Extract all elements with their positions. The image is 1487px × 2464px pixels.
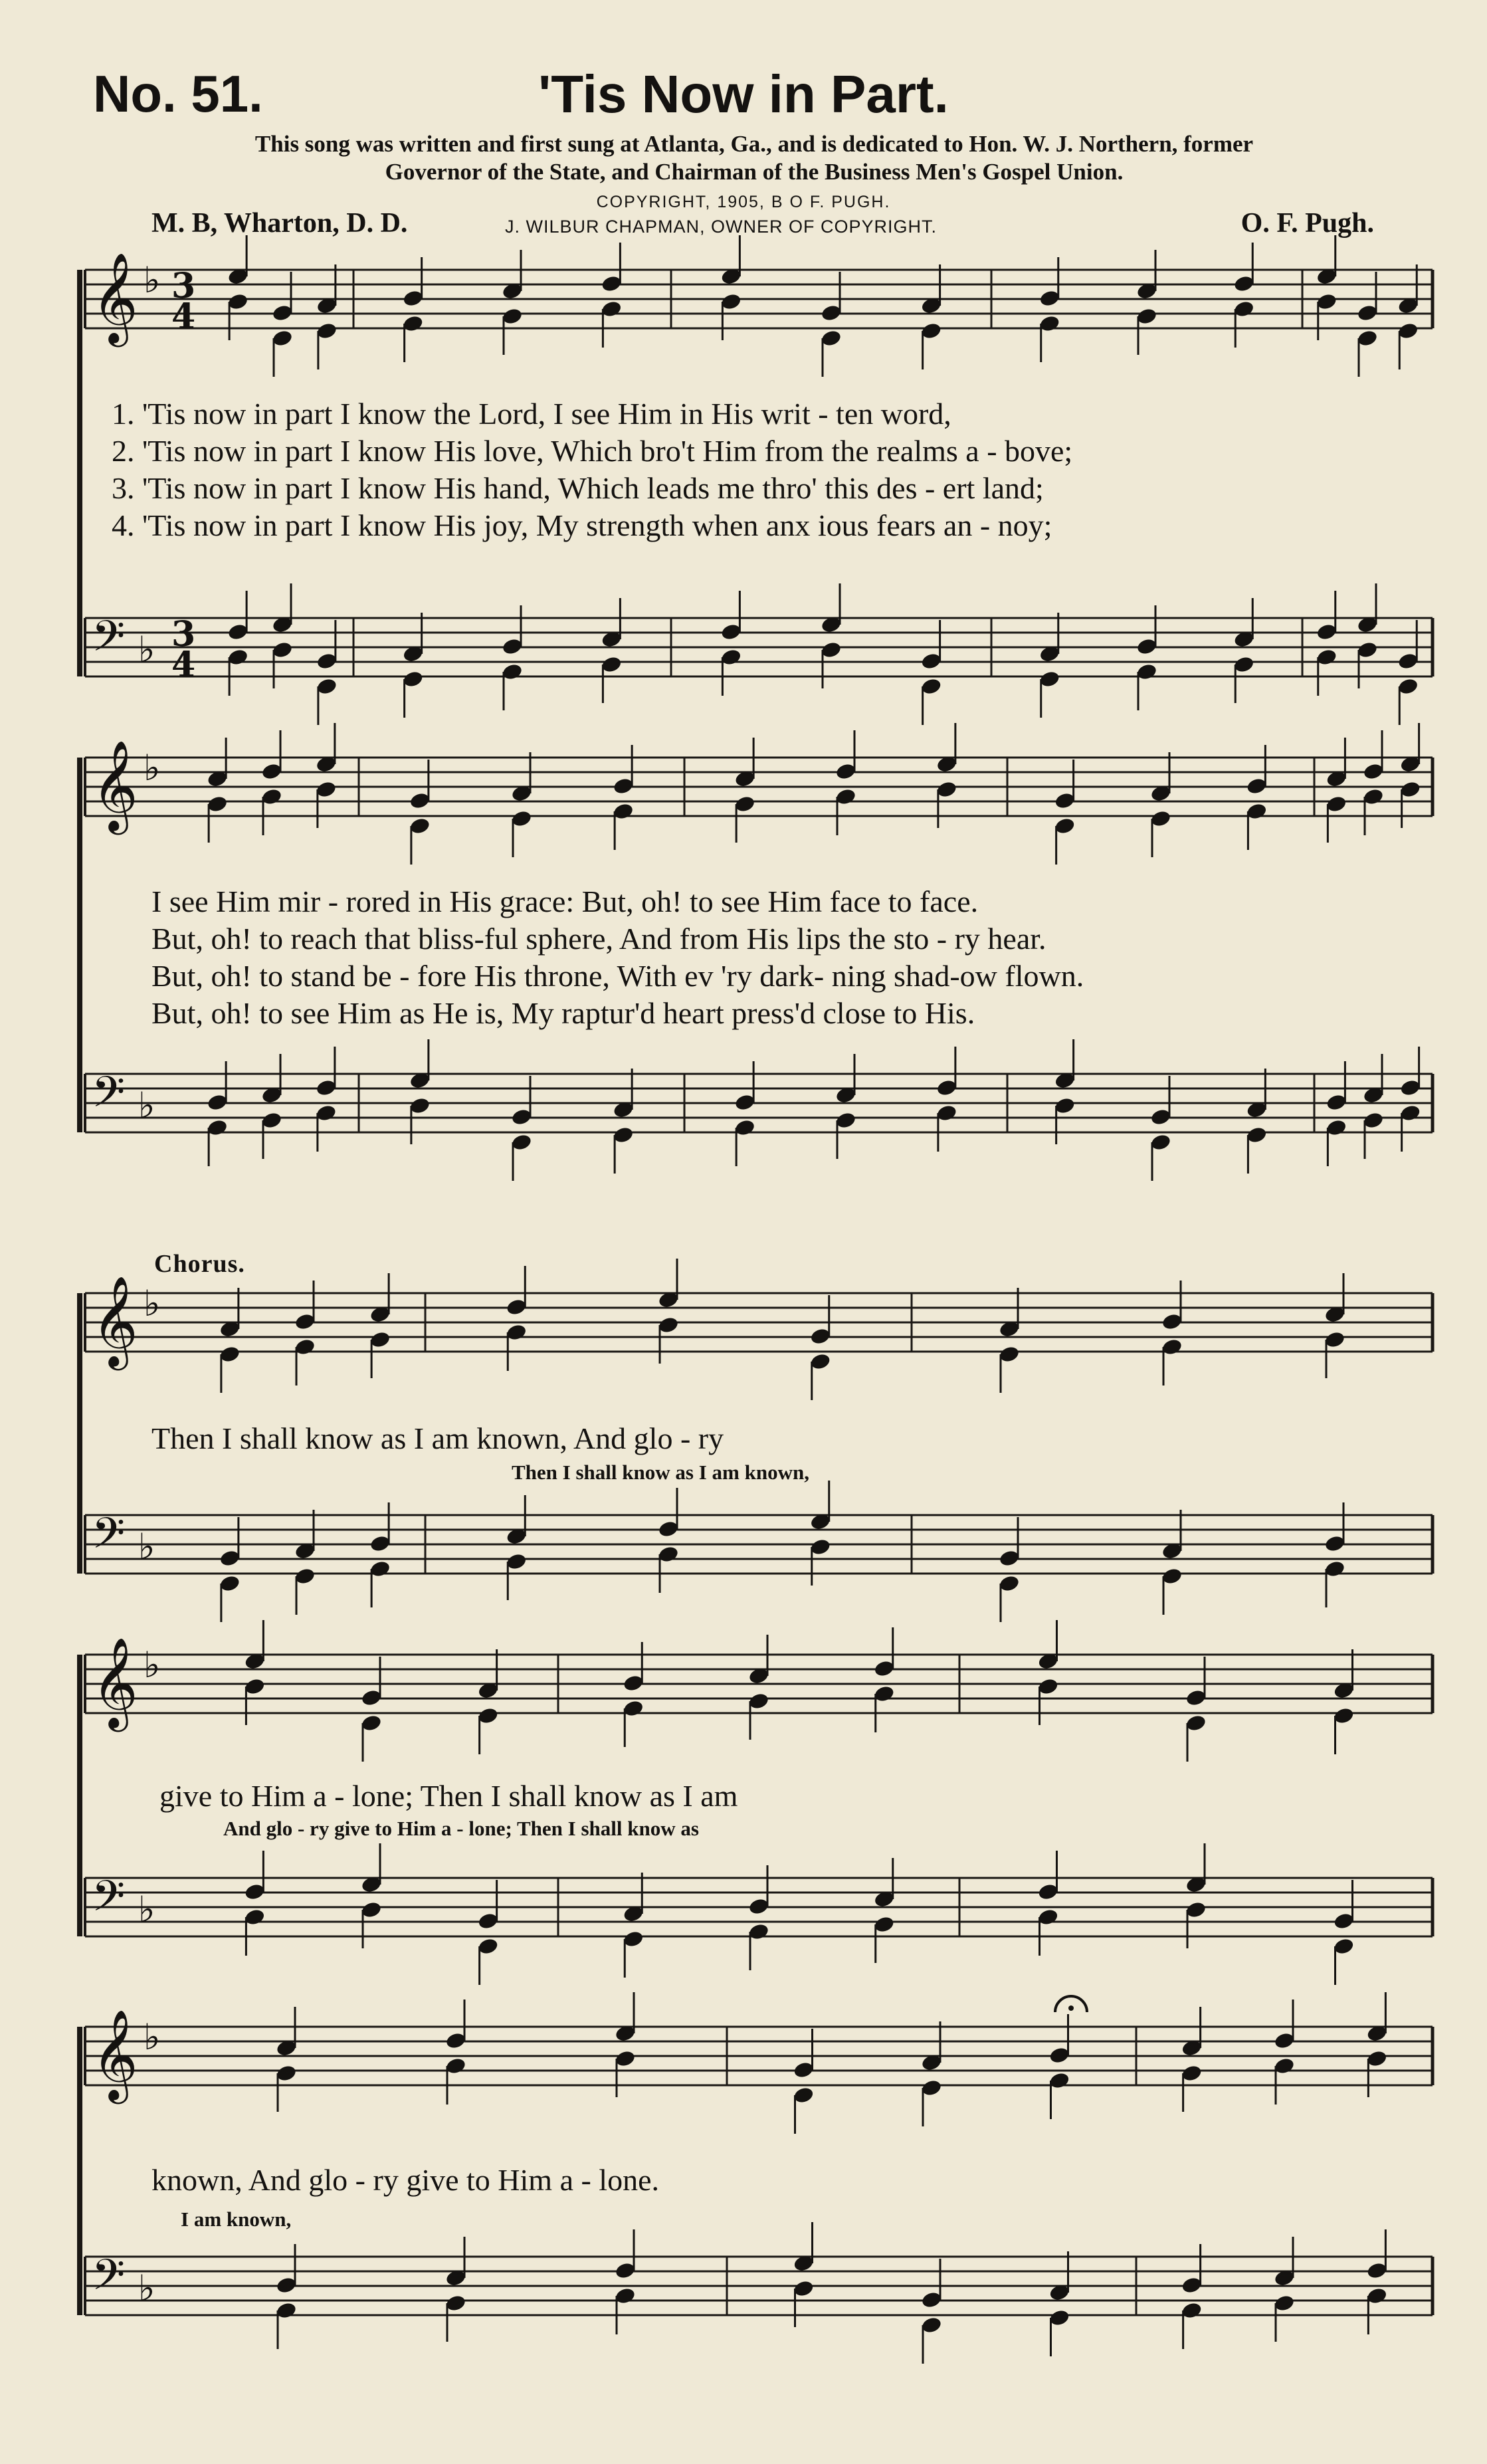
- chorus-line-3: known, And glo - ry give to Him a - lone.: [151, 2163, 660, 2197]
- hymn-title: 'Tis Now in Part.: [538, 64, 949, 124]
- flat-key-signature-icon: ♭: [144, 2016, 161, 2058]
- flat-key-signature-icon: ♭: [138, 1526, 155, 1568]
- treble-clef-icon: 𝄞: [92, 739, 138, 831]
- fermata-dot: [1068, 2005, 1074, 2011]
- verse-1-line-2: I see Him mir - rored in His grace: But, oh! to see Him face to face.: [151, 884, 979, 918]
- treble-clef-icon: 𝄞: [92, 1636, 138, 1728]
- bass-clef-icon: 𝄢: [92, 1068, 126, 1128]
- chorus-line-2-bass: And glo - ry give to Him a - lone; Then I shall know as: [223, 1817, 699, 1840]
- time-signature-numerator: 3: [171, 266, 196, 306]
- copyright-owner: J. WILBUR CHAPMAN, OWNER OF COPYRIGHT.: [505, 217, 938, 237]
- chorus-line-3-bass: I am known,: [181, 2207, 292, 2231]
- time-signature-denominator: 4: [171, 296, 196, 337]
- verse-3-line-1: 3. 'Tis now in part I know His hand, Which leads me thro' this des - ert land;: [112, 471, 1044, 505]
- hymn-number: No. 51.: [93, 64, 263, 123]
- time-signature-numerator: 3: [171, 614, 196, 655]
- verse-2-line-1: 2. 'Tis now in part I know His love, Which bro't Him from the realms a - bove;: [112, 434, 1073, 468]
- chorus-line-1-bass: Then I shall know as I am known,: [512, 1461, 809, 1484]
- flat-key-signature-icon: ♭: [138, 1889, 155, 1930]
- flat-key-signature-icon: ♭: [144, 747, 161, 789]
- dedication-line-1: This song was written and first sung at Atlanta, Ga., and is dedicated to Hon. W. J. Northern, former: [254, 131, 1254, 157]
- bass-clef-icon: 𝄢: [92, 612, 126, 672]
- flat-key-signature-icon: ♭: [138, 629, 155, 670]
- bass-clef-icon: 𝄢: [92, 1509, 126, 1569]
- treble-clef-icon: 𝄞: [92, 2008, 138, 2100]
- flat-key-signature-icon: ♭: [144, 1283, 161, 1324]
- chorus-label: Chorus.: [154, 1250, 245, 1278]
- lyricist: M. B, Wharton, D. D.: [151, 208, 408, 239]
- bass-clef-icon: 𝄢: [92, 2251, 126, 2310]
- copyright-notice: COPYRIGHT, 1905, B O F. PUGH.: [596, 193, 891, 211]
- composer: O. F. Pugh.: [1240, 208, 1374, 239]
- verse-2-line-2: But, oh! to reach that bliss-ful sphere, And from His lips the sto - ry hear.: [151, 922, 1046, 956]
- treble-clef-icon: 𝄞: [92, 1275, 138, 1366]
- verse-3-line-2: But, oh! to stand be - fore His throne, With ev 'ry dark- ning shad-ow flown.: [151, 959, 1084, 993]
- verse-4-line-1: 4. 'Tis now in part I know His joy, My strength when anx ious fears an - noy;: [112, 508, 1052, 542]
- treble-clef-icon: 𝄞: [92, 251, 138, 343]
- time-signature-denominator: 4: [171, 645, 196, 685]
- chorus-line-2: give to Him a - lone; Then I shall know as I am: [159, 1779, 738, 1813]
- bass-clef-icon: 𝄢: [92, 1872, 126, 1932]
- verse-1-line-1: 1. 'Tis now in part I know the Lord, I see Him in His writ - ten word,: [112, 397, 951, 431]
- flat-key-signature-icon: ♭: [138, 2267, 155, 2309]
- chorus-line-1: Then I shall know as I am known, And glo - ry: [151, 1421, 724, 1455]
- flat-key-signature-icon: ♭: [138, 1084, 155, 1126]
- dedication-line-2: Governor of the State, and Chairman of the Business Men's Gospel Union.: [385, 159, 1124, 185]
- flat-key-signature-icon: ♭: [144, 259, 161, 301]
- verse-4-line-2: But, oh! to see Him as He is, My raptur'd heart press'd close to His.: [151, 996, 975, 1030]
- flat-key-signature-icon: ♭: [144, 1644, 161, 1686]
